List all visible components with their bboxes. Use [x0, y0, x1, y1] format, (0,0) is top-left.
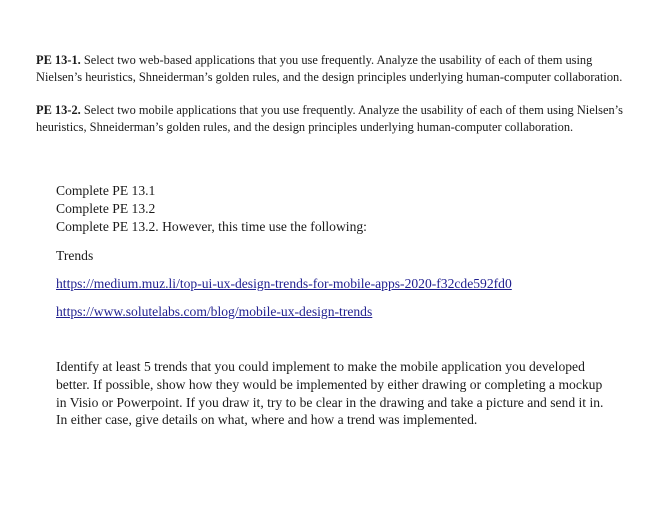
pe-13-2-body: Select two mobile applications that you use frequently. Analyze the usability of each of them using Nielsen’s heuristics, Shneiderman’s golden rules, and the design principles underlying human-computer collaboration.	[36, 103, 623, 134]
instructions-text: Identify at least 5 trends that you could implement to make the mobile application you developed better. If possible, show how they would be implemented by either drawing or completing a mockup in Visio or Powerpoint. If you draw it, try to be clear in the drawing and take a picture and send it in. In either case, give details on what, where and how a trend was implemented.	[56, 359, 604, 428]
task-complete-pe-13-2-variant: Complete PE 13.2. However, this time use the following:	[56, 219, 367, 234]
pe-13-2-label: PE 13-2.	[36, 103, 81, 117]
pe-13-2-text	[36, 102, 636, 135]
pe-13-1-label: PE 13-1.	[36, 53, 81, 67]
pe-13-2-paragraph	[36, 102, 636, 135]
pe-13-1-paragraph	[36, 52, 636, 85]
medium-trends-link[interactable]: https://medium.muz.li/top-ui-ux-design-trends-for-mobile-apps-2020-f32cde592fd0	[56, 276, 512, 291]
instructions-paragraph	[56, 358, 616, 429]
pe-13-1-body: Select two web-based applications that you use frequently. Analyze the usability of each of them using Nielsen’s heuristics, Shneiderman’s golden rules, and the design principles underlying human-computer collaboration.	[36, 53, 623, 84]
pe-13-1-text	[36, 52, 636, 85]
task-complete-pe-13-1: Complete PE 13.1	[56, 183, 156, 198]
solutelabs-trends-link[interactable]: https://www.solutelabs.com/blog/mobile-ux-design-trends	[56, 304, 373, 319]
task-complete-pe-13-2: Complete PE 13.2	[56, 201, 156, 216]
trends-heading: Trends	[56, 248, 94, 263]
